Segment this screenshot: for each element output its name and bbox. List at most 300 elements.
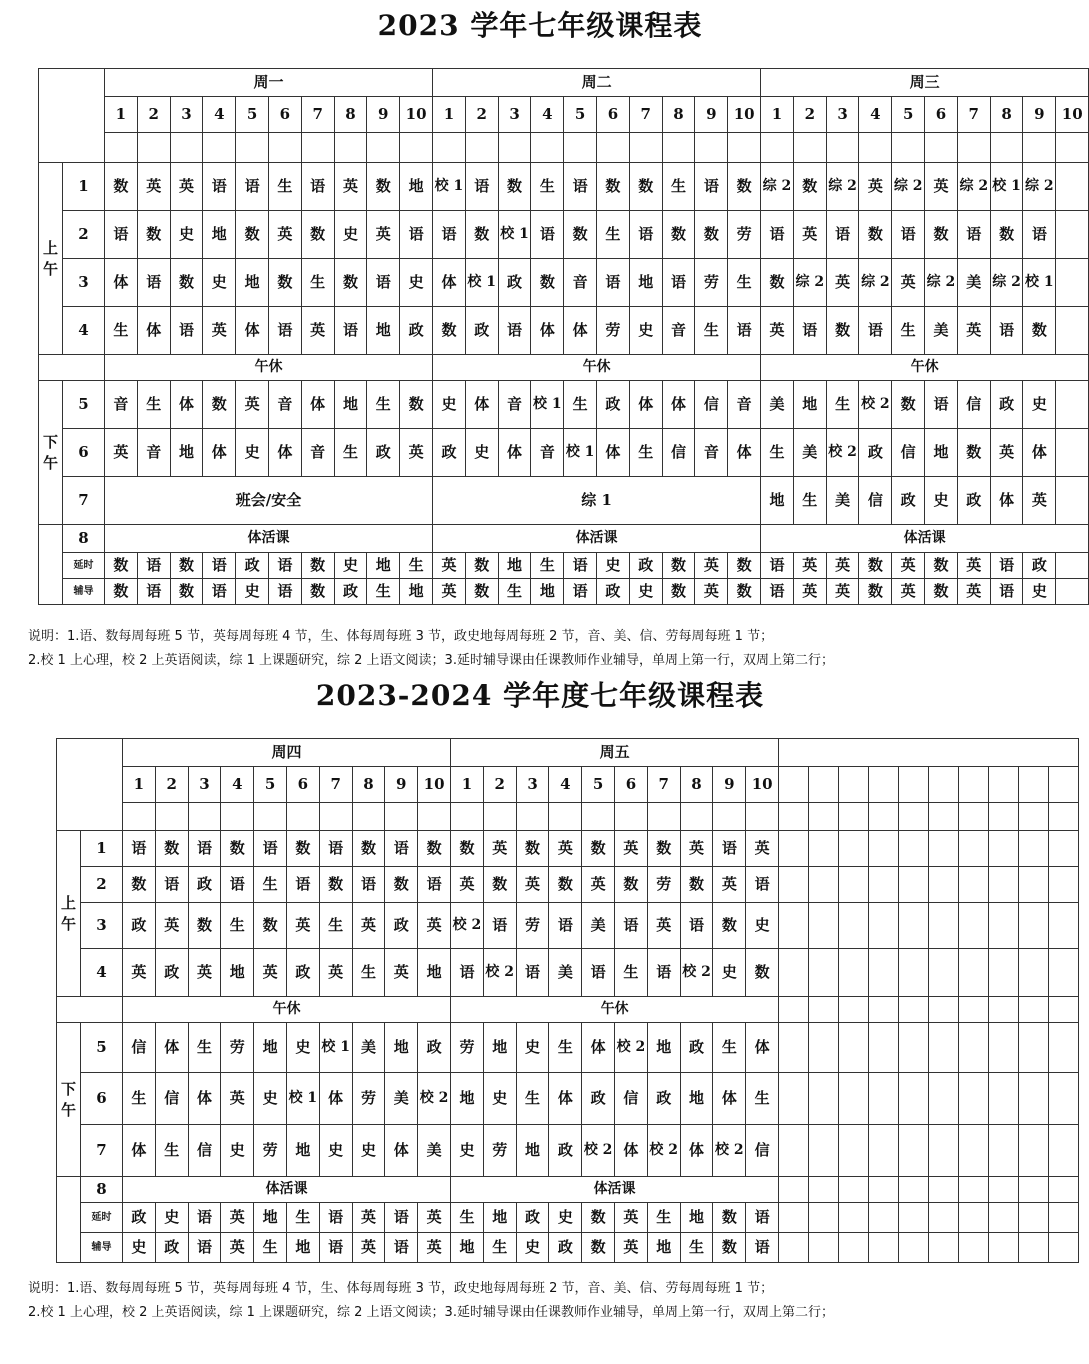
blank-cell	[989, 1233, 1019, 1263]
course-cell: 生	[105, 307, 138, 355]
course-cell: 生	[793, 477, 826, 525]
course-cell: 数	[352, 831, 385, 867]
class-number: 4	[859, 97, 892, 133]
blank-cell	[959, 803, 989, 831]
course-cell: 信	[859, 477, 892, 525]
period-row-7	[57, 1125, 1079, 1177]
course-cell: 校 2	[826, 429, 859, 477]
course-cell: 数	[728, 579, 761, 605]
class-number: 8	[334, 97, 367, 133]
blank-header	[779, 739, 1079, 767]
course-cell: 语	[615, 903, 648, 949]
class-number: 5	[582, 767, 615, 803]
period-number: 5	[63, 381, 105, 429]
course-cell: 校 1	[319, 1023, 352, 1073]
course-cell: 英	[301, 307, 334, 355]
extended-row-1	[39, 553, 1089, 579]
course-cell: 语	[483, 903, 516, 949]
blank-cell	[839, 903, 869, 949]
course-cell: 地	[647, 1233, 680, 1263]
course-cell: 地	[629, 259, 662, 307]
course-cell: 语	[236, 163, 269, 211]
blank-cell	[839, 949, 869, 997]
class-number: 7	[301, 97, 334, 133]
course-cell: 地	[286, 1233, 319, 1263]
course-cell: 体	[236, 307, 269, 355]
course-cell: 数	[597, 163, 630, 211]
course-cell: 数	[1023, 307, 1056, 355]
course-cell	[1056, 381, 1089, 429]
blank-cell	[105, 133, 138, 163]
course-cell: 语	[433, 211, 466, 259]
blank-cell	[809, 831, 839, 867]
class-number: 3	[170, 97, 203, 133]
course-cell: 语	[746, 867, 779, 903]
schedule-table-1-container	[38, 68, 1083, 620]
course-cell: 美	[957, 259, 990, 307]
blank-cell	[925, 133, 958, 163]
course-cell: 校 2	[615, 1023, 648, 1073]
noon-break-label: 午休	[451, 997, 779, 1023]
note-line-3: 说明：1.语、数每周每班 5 节，英每周每班 4 节，生、体每周每班 3 节，政史地每周每班 2 节，音、美、信、劳每周每班 1 节；	[28, 1281, 774, 1296]
blank-cell	[809, 1073, 839, 1125]
blank-cell	[549, 803, 582, 831]
blank-cell	[809, 1177, 839, 1203]
blank-cell	[959, 903, 989, 949]
course-cell: 政	[155, 949, 188, 997]
blank-cell	[746, 803, 779, 831]
blank-cell	[779, 997, 809, 1023]
blank-cell	[1049, 1233, 1079, 1263]
course-cell: 英	[826, 579, 859, 605]
course-cell	[1056, 477, 1089, 525]
course-cell: 美	[793, 429, 826, 477]
course-cell	[1056, 163, 1089, 211]
blank-cell	[899, 903, 929, 949]
course-cell: 数	[695, 211, 728, 259]
course-cell: 语	[564, 163, 597, 211]
period-row-5	[57, 1023, 1079, 1073]
course-cell: 综 2	[957, 163, 990, 211]
course-cell: 生	[728, 259, 761, 307]
blank-cell	[367, 133, 400, 163]
course-cell: 语	[319, 831, 352, 867]
blank-cell	[1049, 1203, 1079, 1233]
course-cell: 生	[155, 1125, 188, 1177]
course-cell: 音	[564, 259, 597, 307]
course-cell: 数	[465, 211, 498, 259]
course-cell: 生	[746, 1073, 779, 1125]
course-cell: 语	[188, 1233, 221, 1263]
course-cell: 语	[155, 867, 188, 903]
course-cell: 体	[564, 307, 597, 355]
blank-cell	[155, 803, 188, 831]
period-row-8	[39, 525, 1089, 553]
course-cell: 生	[629, 429, 662, 477]
course-cell: 生	[254, 867, 287, 903]
blank-cell	[899, 867, 929, 903]
course-cell: 生	[516, 1073, 549, 1125]
course-cell: 语	[352, 867, 385, 903]
course-cell: 史	[433, 381, 466, 429]
course-cell: 数	[105, 579, 138, 605]
course-cell: 校 2	[582, 1125, 615, 1177]
course-cell: 体	[531, 307, 564, 355]
course-cell: 英	[352, 1203, 385, 1233]
blank-cell	[779, 831, 809, 867]
blank-cell	[869, 867, 899, 903]
course-cell: 数	[516, 831, 549, 867]
course-cell: 史	[746, 903, 779, 949]
blank-cell	[203, 133, 236, 163]
blank-cell	[959, 949, 989, 997]
course-cell: 数	[647, 831, 680, 867]
blank-cell	[236, 133, 269, 163]
class-number: 2	[137, 97, 170, 133]
course-cell: 政	[1023, 553, 1056, 579]
blank-cell	[465, 133, 498, 163]
course-cell: 体	[155, 1023, 188, 1073]
course-cell: 数	[990, 211, 1023, 259]
course-cell: 体	[629, 381, 662, 429]
course-cell: 数	[319, 867, 352, 903]
course-cell: 数	[268, 259, 301, 307]
blank-cell	[929, 903, 959, 949]
course-cell: 政	[680, 1023, 713, 1073]
course-cell: 美	[549, 949, 582, 997]
course-cell: 史	[236, 579, 269, 605]
course-cell: 史	[334, 211, 367, 259]
day-header: 周五	[451, 739, 779, 767]
course-cell: 数	[680, 867, 713, 903]
class-number: 5	[236, 97, 269, 133]
course-cell: 语	[105, 211, 138, 259]
blank-cell	[989, 1203, 1019, 1233]
course-cell: 政	[433, 429, 466, 477]
course-cell: 数	[236, 211, 269, 259]
course-cell: 史	[123, 1233, 156, 1263]
blank-cell	[809, 1023, 839, 1073]
course-cell: 史	[254, 1073, 287, 1125]
blank-cell	[483, 803, 516, 831]
extended-row-2	[39, 579, 1089, 605]
class-number: 2	[465, 97, 498, 133]
class-number	[959, 767, 989, 803]
course-cell: 数	[334, 259, 367, 307]
class-number: 6	[286, 767, 319, 803]
course-cell: 数	[582, 831, 615, 867]
course-cell: 体	[662, 381, 695, 429]
course-cell: 综 2	[990, 259, 1023, 307]
course-cell: 数	[892, 381, 925, 429]
course-cell: 生	[286, 1203, 319, 1233]
course-cell: 英	[746, 831, 779, 867]
course-cell: 地	[483, 1203, 516, 1233]
class-number: 7	[647, 767, 680, 803]
course-cell: 史	[549, 1203, 582, 1233]
course-cell: 数	[761, 259, 794, 307]
course-cell: 体	[385, 1125, 418, 1177]
blank-cell	[929, 1023, 959, 1073]
course-cell: 史	[629, 307, 662, 355]
course-cell: 生	[531, 163, 564, 211]
course-cell: 数	[105, 553, 138, 579]
blank-cell	[929, 1177, 959, 1203]
course-cell: 语	[761, 579, 794, 605]
course-cell: 语	[465, 163, 498, 211]
period-row-4	[39, 307, 1089, 355]
class-number: 3	[826, 97, 859, 133]
course-cell: 地	[498, 553, 531, 579]
course-cell: 英	[221, 1073, 254, 1125]
course-cell: 语	[385, 1233, 418, 1263]
morning-label: 上午	[39, 163, 63, 355]
course-cell	[1056, 259, 1089, 307]
period-number: 4	[81, 949, 123, 997]
blank-cell	[869, 903, 899, 949]
blank-cell	[929, 867, 959, 903]
course-cell: 政	[629, 553, 662, 579]
course-cell: 政	[418, 1023, 451, 1073]
blank-cell	[809, 867, 839, 903]
course-cell: 英	[793, 211, 826, 259]
class-number: 4	[531, 97, 564, 133]
course-cell: 语	[221, 867, 254, 903]
blank-cell	[1019, 903, 1049, 949]
course-cell: 体	[597, 429, 630, 477]
course-cell: 校 1	[465, 259, 498, 307]
blank-cell	[319, 803, 352, 831]
period-row-3	[39, 259, 1089, 307]
course-cell: 生	[137, 381, 170, 429]
course-cell: 语	[385, 1203, 418, 1233]
blank-cell	[662, 133, 695, 163]
course-cell: 地	[236, 259, 269, 307]
course-cell: 英	[137, 163, 170, 211]
course-cell: 政	[400, 307, 433, 355]
course-cell: 劳	[597, 307, 630, 355]
course-cell: 生	[268, 163, 301, 211]
blank-cell	[1049, 831, 1079, 867]
course-cell: 数	[433, 307, 466, 355]
course-cell: 综 2	[793, 259, 826, 307]
blank-cell	[647, 803, 680, 831]
course-cell: 语	[268, 579, 301, 605]
course-cell: 劳	[254, 1125, 287, 1177]
blank-cell	[929, 949, 959, 997]
course-cell: 音	[531, 429, 564, 477]
blank-cell	[779, 867, 809, 903]
course-cell: 生	[826, 381, 859, 429]
course-cell: 体	[549, 1073, 582, 1125]
course-cell: 英	[615, 1203, 648, 1233]
class-number: 9	[385, 767, 418, 803]
course-cell: 体	[746, 1023, 779, 1073]
course-cell: 政	[597, 579, 630, 605]
blank-cell	[869, 1177, 899, 1203]
course-cell: 语	[990, 553, 1023, 579]
course-cell: 语	[137, 259, 170, 307]
course-cell: 英	[615, 831, 648, 867]
blank-cell	[959, 1125, 989, 1177]
course-cell: 英	[957, 307, 990, 355]
class-number: 5	[254, 767, 287, 803]
sports-activity: 体活课	[761, 525, 1089, 553]
course-cell: 信	[188, 1125, 221, 1177]
schedule-table-2-container	[56, 738, 1068, 1272]
course-cell: 综 2	[826, 163, 859, 211]
noon-break-row	[39, 355, 1089, 381]
course-cell: 生	[761, 429, 794, 477]
merged-cell: 综 1	[433, 477, 761, 525]
course-cell: 史	[597, 553, 630, 579]
course-cell: 信	[892, 429, 925, 477]
blank-cell	[929, 803, 959, 831]
course-cell: 史	[352, 1125, 385, 1177]
course-cell: 语	[498, 307, 531, 355]
blank-cell	[779, 1177, 809, 1203]
course-cell: 数	[859, 211, 892, 259]
course-cell: 语	[367, 259, 400, 307]
day-header-row	[39, 69, 1089, 97]
course-cell: 数	[793, 163, 826, 211]
blank-cell	[1049, 1177, 1079, 1203]
course-cell: 地	[254, 1023, 287, 1073]
period-number: 2	[63, 211, 105, 259]
course-cell: 音	[137, 429, 170, 477]
class-number: 2	[793, 97, 826, 133]
blank-cell	[1049, 1125, 1079, 1177]
course-cell: 体	[268, 429, 301, 477]
blank-cell	[892, 133, 925, 163]
course-cell: 数	[746, 949, 779, 997]
course-cell: 音	[695, 429, 728, 477]
course-cell: 综 2	[892, 163, 925, 211]
course-cell: 劳	[221, 1023, 254, 1073]
course-cell: 史	[203, 259, 236, 307]
course-cell: 英	[925, 163, 958, 211]
blank-cell	[779, 1073, 809, 1125]
period-number: 1	[81, 831, 123, 867]
course-cell: 地	[531, 579, 564, 605]
blank-cell	[695, 133, 728, 163]
course-cell: 生	[549, 1023, 582, 1073]
day-header: 周四	[123, 739, 451, 767]
course-cell: 英	[451, 867, 484, 903]
course-cell: 英	[236, 381, 269, 429]
period-row-6	[57, 1073, 1079, 1125]
course-cell: 语	[516, 949, 549, 997]
course-cell: 体	[498, 429, 531, 477]
course-cell: 语	[319, 1203, 352, 1233]
course-cell: 语	[170, 307, 203, 355]
course-cell: 语	[301, 163, 334, 211]
course-cell: 政	[516, 1203, 549, 1233]
course-cell: 生	[352, 949, 385, 997]
course-cell: 生	[123, 1073, 156, 1125]
course-cell: 英	[418, 1233, 451, 1263]
sports-activity: 体活课	[451, 1177, 779, 1203]
blank-cell	[352, 803, 385, 831]
period-row-3	[57, 903, 1079, 949]
period-row-5	[39, 381, 1089, 429]
course-cell: 数	[203, 381, 236, 429]
blank-cell	[839, 867, 869, 903]
course-cell: 英	[892, 259, 925, 307]
course-cell: 数	[418, 831, 451, 867]
class-number	[839, 767, 869, 803]
blank-cell	[899, 1233, 929, 1263]
course-cell: 英	[990, 429, 1023, 477]
course-cell: 生	[367, 579, 400, 605]
period-row-2	[39, 211, 1089, 259]
course-cell: 数	[367, 163, 400, 211]
course-cell: 英	[155, 903, 188, 949]
course-cell: 体	[680, 1125, 713, 1177]
period-number: 5	[81, 1023, 123, 1073]
blank-cell	[989, 903, 1019, 949]
course-cell: 英	[352, 1233, 385, 1263]
blank-cell	[1019, 1125, 1049, 1177]
class-number	[809, 767, 839, 803]
course-cell: 数	[451, 831, 484, 867]
noon-blank	[39, 355, 105, 381]
course-cell: 信	[746, 1125, 779, 1177]
blank-cell	[899, 803, 929, 831]
blank-cell	[989, 1073, 1019, 1125]
blank-cell	[531, 133, 564, 163]
course-cell: 英	[957, 579, 990, 605]
course-cell: 语	[680, 903, 713, 949]
blank-cell	[221, 803, 254, 831]
blank-cell	[1056, 133, 1089, 163]
course-cell: 体	[301, 381, 334, 429]
blank-cell	[516, 803, 549, 831]
blank-cell	[859, 133, 892, 163]
course-cell: 校 1	[1023, 259, 1056, 307]
course-cell: 数	[123, 867, 156, 903]
course-cell	[1056, 579, 1089, 605]
course-cell: 英	[826, 553, 859, 579]
course-cell: 英	[516, 867, 549, 903]
period-number: 8	[81, 1177, 123, 1203]
course-cell: 语	[385, 831, 418, 867]
course-cell: 地	[367, 307, 400, 355]
course-cell: 劳	[516, 903, 549, 949]
course-cell: 英	[957, 553, 990, 579]
course-cell: 语	[123, 831, 156, 867]
course-cell: 校 1	[990, 163, 1023, 211]
course-cell: 地	[793, 381, 826, 429]
course-cell: 语	[990, 579, 1023, 605]
course-cell: 语	[793, 307, 826, 355]
course-cell: 地	[334, 381, 367, 429]
sports-activity: 体活课	[123, 1177, 451, 1203]
course-cell: 英	[286, 903, 319, 949]
noon-break-label: 午休	[433, 355, 761, 381]
course-cell: 音	[268, 381, 301, 429]
course-cell: 数	[301, 553, 334, 579]
course-cell: 英	[367, 211, 400, 259]
course-cell: 语	[826, 211, 859, 259]
class-number: 8	[352, 767, 385, 803]
blank-cell	[839, 1177, 869, 1203]
spacer-row	[39, 133, 1089, 163]
noon-break-label: 午休	[761, 355, 1089, 381]
course-cell: 数	[728, 163, 761, 211]
course-cell: 数	[728, 553, 761, 579]
course-cell: 生	[498, 579, 531, 605]
